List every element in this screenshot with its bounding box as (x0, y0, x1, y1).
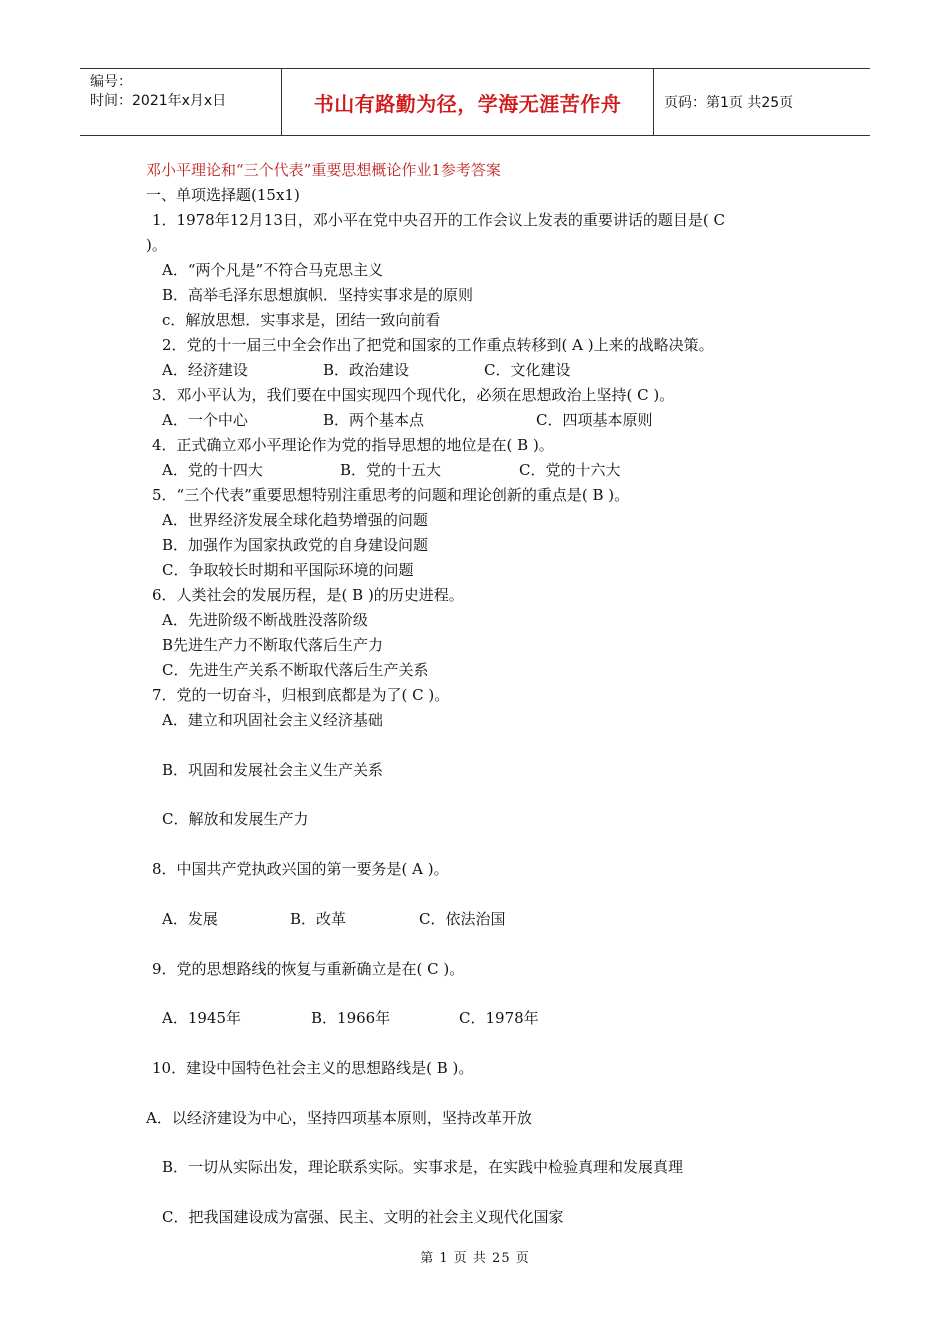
question-1-end: )。 (146, 236, 167, 254)
option-a: A．一个中心 (162, 411, 248, 429)
option-a: A．经济建设 (162, 361, 248, 379)
option-a: A．党的十四大 (162, 461, 263, 479)
option-b: B．改革 (290, 910, 347, 928)
question-4: 4．正式确立邓小平理论作为党的指导思想的地位是在( B )。 (152, 436, 554, 454)
question-10: 10．建设中国特色社会主义的思想路线是( B )。 (152, 1059, 474, 1077)
header-motto: 书山有路勤为径，学海无涯苦作舟 (282, 69, 654, 135)
option-line: A．建立和巩固社会主义经济基础 (162, 711, 383, 729)
option-a: A．1945年 (162, 1009, 242, 1027)
section-heading: 一、单项选择题(15x1) (146, 186, 300, 204)
option-c: C．党的十六大 (519, 461, 621, 479)
option-line: C．解放和发展生产力 (162, 810, 309, 828)
header-time: 时间：2021年x月x日 (90, 93, 227, 109)
question-3: 3．邓小平认为，我们要在中国实现四个现代化，必须在思想政治上坚持( C )。 (152, 386, 675, 404)
option-line: C．把我国建设成为富强、民主、文明的社会主义现代化国家 (162, 1208, 564, 1226)
option-line: B．高举毛泽东思想旗帜．坚持实事求是的原则 (162, 286, 474, 304)
option-c: C．依法治国 (419, 910, 506, 928)
header-meta (80, 69, 282, 135)
option-line: B．加强作为国家执政党的自身建设问题 (162, 536, 429, 554)
document-title: 邓小平理论和“三个代表”重要思想概论作业1参考答案 (146, 161, 501, 179)
option-line: A．“两个凡是”不符合马克思主义 (162, 261, 384, 279)
question-5: 5．“三个代表”重要思想特别注重思考的问题和理论创新的重点是( B )。 (152, 486, 630, 504)
option-line: A．先进阶级不断战胜没落阶级 (162, 611, 368, 629)
option-line: c．解放思想．实事求是，团结一致向前看 (162, 311, 441, 329)
option-line: C．争取较长时期和平国际环境的问题 (162, 561, 414, 579)
option-b: B．两个基本点 (323, 411, 425, 429)
option-line: B先进生产力不断取代落后生产力 (162, 636, 384, 654)
question-8: 8．中国共产党执政兴国的第一要务是( A )。 (152, 860, 449, 878)
question-6: 6．人类社会的发展历程，是( B )的历史进程。 (152, 586, 464, 604)
option-line: B．一切从实际出发，理论联系实际。实事求是，在实践中检验真理和发展真理 (162, 1158, 684, 1176)
option-a: A．发展 (162, 910, 218, 928)
page-footer: 第 1 页 共 25 页 (420, 1251, 530, 1266)
option-b: B．1966年 (311, 1009, 391, 1027)
header-number: 编号： (90, 74, 132, 90)
option-c: C．四项基本原则 (536, 411, 653, 429)
option-line: B．巩固和发展社会主义生产关系 (162, 761, 384, 779)
option-line: A．世界经济发展全球化趋势增强的问题 (162, 511, 428, 529)
option-b: B．党的十五大 (340, 461, 442, 479)
option-b: B．政治建设 (323, 361, 410, 379)
option-line: C．先进生产关系不断取代落后生产关系 (162, 661, 429, 679)
question-7: 7．党的一切奋斗，归根到底都是为了( C )。 (152, 686, 450, 704)
question-1: 1．1978年12月13日，邓小平在党中央召开的工作会议上发表的重要讲话的题目是( C (152, 211, 725, 229)
question-9: 9．党的思想路线的恢复与重新确立是在( C )。 (152, 960, 465, 978)
question-2: 2．党的十一届三中全会作出了把党和国家的工作重点转移到( A )上来的战略决策。 (162, 336, 714, 354)
option-line: A．以经济建设为中心，坚持四项基本原则，坚持改革开放 (146, 1109, 532, 1127)
option-c: C．1978年 (459, 1009, 539, 1027)
page-header (80, 68, 870, 136)
header-page-info: 页码：第1页 共25页 (664, 95, 794, 111)
option-c: C．文化建设 (484, 361, 571, 379)
